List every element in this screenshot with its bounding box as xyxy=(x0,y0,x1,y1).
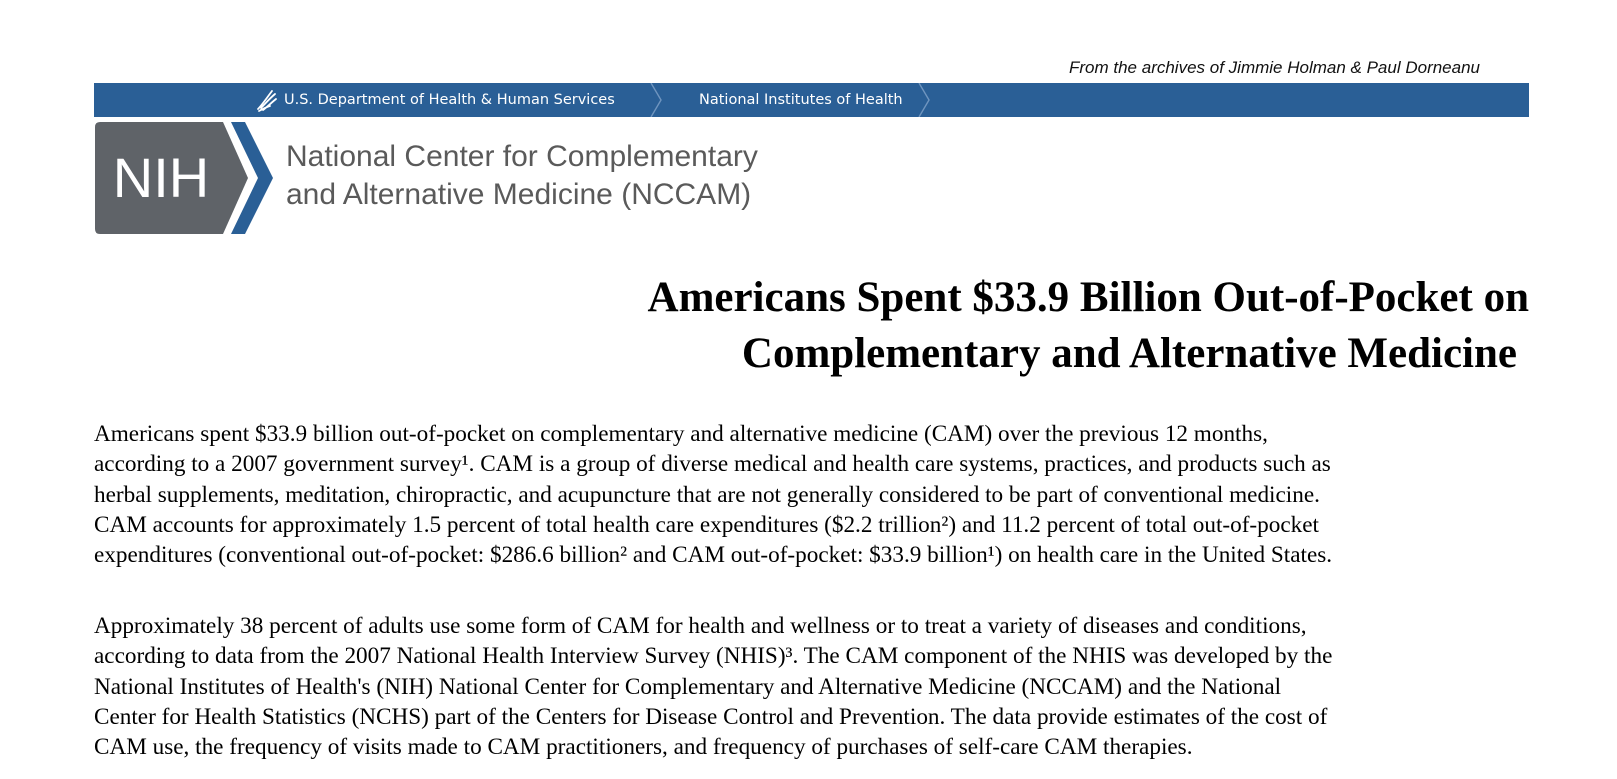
nih-link[interactable] xyxy=(699,83,903,117)
hhs-header-bar xyxy=(94,83,1529,117)
paragraph-line: herbal supplements, meditation, chiropractic, and acupuncture that are not generally considered to be part of conventional medicine. xyxy=(94,481,1320,508)
body-paragraph-1 xyxy=(94,419,1554,570)
center-name-line2: and Alternative Medicine (NCCAM) xyxy=(286,178,752,211)
paragraph-line: Center for Health Statistics (NCHS) part of the Centers for Disease Control and Prevention. The data provide estimates of the cost of xyxy=(94,703,1328,730)
paragraph-line: CAM accounts for approximately 1.5 percent of total health care expenditures ($2.2 trillion²) and 11.2 percent of total out-of-pocket xyxy=(94,511,1319,538)
paragraph-line: CAM use, the frequency of visits made to CAM practitioners, and frequency of purchases of self-care CAM therapies. xyxy=(94,734,1193,761)
archive-note: From the archives of Jimmie Holman & Paul Dorneanu xyxy=(1069,58,1480,77)
center-name-line1: National Center for Complementary xyxy=(286,140,758,173)
nih-logo[interactable] xyxy=(95,122,273,234)
hhs-department-link[interactable] xyxy=(254,83,615,117)
hhs-eagle-icon xyxy=(254,87,278,113)
paragraph-line: according to a 2007 government survey¹. CAM is a group of diverse medical and health care systems, practices, and products such as xyxy=(94,451,1331,478)
breadcrumb-separator-icon xyxy=(649,83,663,117)
paragraph-line: Americans spent $33.9 billion out-of-pocket on complementary and alternative medicine (CAM) over the previous 12 months, xyxy=(94,421,1268,447)
center-name xyxy=(286,138,758,214)
paragraph-line: according to data from the 2007 National Health Interview Survey (NHIS)³. The CAM component of the NHIS was developed by the xyxy=(94,643,1333,670)
nih-link-label: National Institutes of Health xyxy=(699,92,903,108)
page-title xyxy=(429,270,1529,382)
page-title-line1: Americans Spent $33.9 Billion Out-of-Pocket on xyxy=(647,274,1529,321)
breadcrumb-separator-icon xyxy=(917,83,931,117)
page-title-line2: Complementary and Alternative Medicine xyxy=(741,330,1517,377)
paragraph-line: National Institutes of Health's (NIH) National Center for Complementary and Alternative Medicine (NCCAM) and the National xyxy=(94,673,1282,700)
paragraph-line: Approximately 38 percent of adults use some form of CAM for health and wellness or to treat a variety of diseases and conditions, xyxy=(94,613,1307,639)
nih-logo-text: NIH xyxy=(112,146,210,209)
body-paragraph-2 xyxy=(94,611,1554,762)
hhs-department-label: U.S. Department of Health & Human Services xyxy=(284,92,615,108)
paragraph-line: expenditures (conventional out-of-pocket: $286.6 billion² and CAM out-of-pocket: $33.9 billion¹) on health care in the United States. xyxy=(94,542,1333,569)
